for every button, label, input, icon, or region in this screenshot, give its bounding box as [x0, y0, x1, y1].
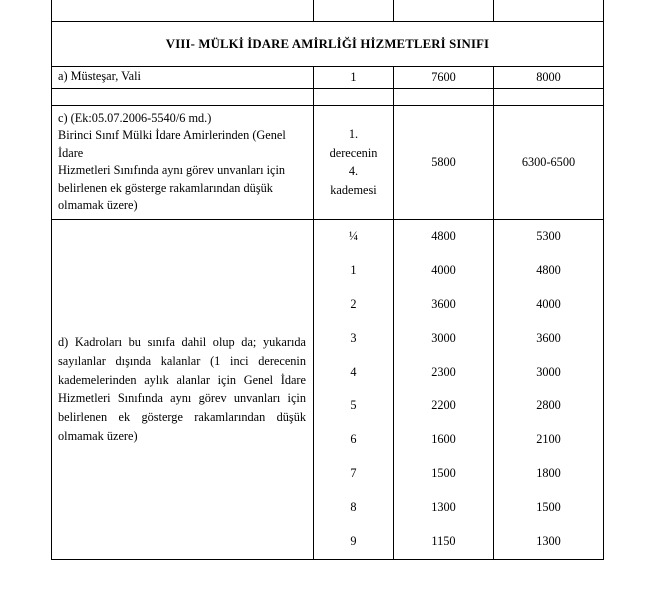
- cell-degree: [314, 67, 394, 89]
- cell-value-2: [494, 67, 604, 89]
- cell-value-1: [394, 106, 494, 220]
- grade-degree: 1: [350, 262, 357, 277]
- value-2-stack: [494, 220, 603, 559]
- grade-degree: 9: [350, 534, 357, 549]
- grade-value-2: 1500: [536, 500, 561, 515]
- row-d-description: d) Kadroları bu sınıfa dahil olup da; yukarıda sayılanlar dışında kalanlar (1 inci derecenin kademelerinden aylık alanlar için Genel İdare Hizmetleri Sınıfında aynı görev unvanları için belirlenen ek gösterge rakamlarından düşük olmamak üzere): [58, 335, 306, 443]
- grade-value-1: 3000: [431, 330, 456, 345]
- row-c-degree: [314, 123, 393, 202]
- grade-degree: 3: [350, 330, 357, 345]
- cell-degree: [314, 106, 394, 220]
- grade-value-2: 2100: [536, 432, 561, 447]
- cell-value-2-stack: [494, 219, 604, 559]
- row-c-degree-line: 4.: [348, 164, 359, 179]
- section-title-text: VIII- MÜLKİ İDARE AMİRLİĞİ HİZMETLERİ SINIFI: [165, 36, 490, 51]
- row-c-description: [52, 106, 313, 219]
- value-1-stack: [394, 220, 493, 559]
- grade-value-2: 1300: [536, 534, 561, 549]
- table-row-d: [52, 219, 604, 559]
- row-c-description-line: belirlenen ek gösterge rakamlarından düşük: [58, 180, 273, 195]
- cell-description: [52, 0, 314, 22]
- row-c-value-2: 6300-6500: [521, 154, 576, 169]
- grade-degree: 5: [350, 398, 357, 413]
- grade-value-2: 1800: [536, 466, 561, 481]
- degree-stack: [314, 220, 393, 559]
- pay-scale-table: [51, 0, 604, 560]
- grade-degree: ¼: [348, 228, 359, 243]
- cell-value-2: [494, 0, 604, 22]
- row-c-degree-line: kademesi: [330, 183, 377, 198]
- row-c-description-line: Hizmetleri Sınıfında aynı görev unvanları için: [58, 163, 286, 178]
- cell-degree-stack: [314, 219, 394, 559]
- row-c-description-line: İdare: [58, 145, 84, 160]
- grade-value-2: 3600: [536, 330, 561, 345]
- table-row-section-title: [52, 22, 604, 67]
- row-c-degree-line: derecenin: [329, 145, 378, 160]
- clipped-value2-text: [494, 8, 603, 13]
- grade-value-1: 3600: [431, 296, 456, 311]
- grade-degree: 6: [350, 432, 357, 447]
- grade-degree: 4: [350, 364, 357, 379]
- cell-description: [52, 89, 314, 106]
- table-row-c: [52, 106, 604, 220]
- cell-degree: [314, 89, 394, 106]
- table-body: [52, 0, 604, 559]
- grade-value-2: 5300: [536, 228, 561, 243]
- grade-value-1: 4800: [431, 228, 456, 243]
- grade-value-2: 2800: [536, 398, 561, 413]
- row-a-value-2: 8000: [536, 69, 561, 84]
- cell-value-1: [394, 89, 494, 106]
- table-row-clipped-top: [52, 0, 604, 22]
- cell-value-2: [494, 106, 604, 220]
- grade-value-1: 1600: [431, 432, 456, 447]
- grade-degree: 2: [350, 296, 357, 311]
- grade-value-2: 4800: [536, 262, 561, 277]
- grade-value-1: 4000: [431, 262, 456, 277]
- cell-value-2: [494, 89, 604, 106]
- clipped-value1-text: [394, 8, 493, 13]
- cell-description: [52, 67, 314, 89]
- grade-value-1: 1500: [431, 466, 456, 481]
- row-c-degree-line: 1.: [348, 126, 359, 141]
- cell-value-1: [394, 0, 494, 22]
- clipped-degree-text: [314, 8, 393, 13]
- cell-description: [52, 219, 314, 559]
- clipped-description-text: [52, 8, 313, 13]
- grade-degree: 7: [350, 466, 357, 481]
- grade-value-2: 4000: [536, 296, 561, 311]
- cell-degree: [314, 0, 394, 22]
- table-row-a: [52, 67, 604, 89]
- row-c-description-line: Birinci Sınıf Mülki İdare Amirlerinden (Genel: [58, 128, 286, 143]
- cell-description: [52, 106, 314, 220]
- cell-value-1-stack: [394, 219, 494, 559]
- row-a-description: a) Müsteşar, Vali: [58, 69, 141, 84]
- grade-degree: 8: [350, 500, 357, 515]
- cell-value-1: [394, 67, 494, 89]
- cell-section-title: [52, 22, 604, 67]
- grade-value-1: 2300: [431, 364, 456, 379]
- grade-value-1: 1150: [431, 534, 456, 549]
- row-c-value-1: 5800: [431, 154, 456, 169]
- row-a-value-1: 7600: [431, 69, 456, 84]
- row-c-description-line: c) (Ek:05.07.2006-5540/6 md.): [58, 111, 212, 125]
- table-row-spacer: [52, 89, 604, 106]
- grade-value-1: 2200: [431, 398, 456, 413]
- grade-value-1: 1300: [431, 500, 456, 515]
- row-c-description-line: olmamak üzere): [58, 198, 138, 213]
- grade-value-2: 3000: [536, 364, 561, 379]
- row-a-degree: 1: [350, 69, 357, 84]
